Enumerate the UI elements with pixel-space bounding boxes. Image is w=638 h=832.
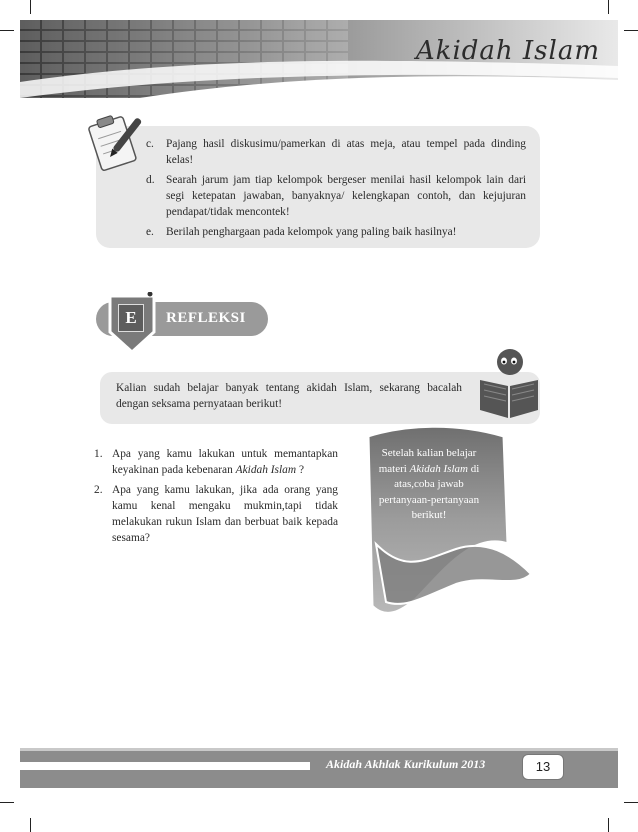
page-number: 13 <box>522 754 564 780</box>
banner-text-end: di atas,coba jawab pertanyaan-pertanyaan berikut! <box>378 462 480 521</box>
crop-mark <box>624 802 638 803</box>
question-item <box>94 446 338 478</box>
crop-mark <box>30 0 31 14</box>
banner-text-start: Setelah kalian belajar materi <box>378 447 477 475</box>
crop-mark <box>624 30 638 31</box>
section-title: REFLEKSI <box>166 310 246 326</box>
list-marker: d. <box>146 174 155 186</box>
question-text: Apa yang kamu lakukan untuk memantapkan keyakinan pada kebenaran <box>112 448 338 476</box>
list-item <box>146 172 526 220</box>
list-item-text: Berilah penghargaan pada kelompok yang paling baik hasilnya! <box>166 226 457 238</box>
question-text-end: ? <box>296 464 304 476</box>
question-text: Apa yang kamu lakukan, jika ada orang yang kamu kenal mengaku mukmin,tapi tidak melakukan rukun Islam dan berbuat baik kepada sesama? <box>112 484 338 544</box>
crop-mark <box>608 0 609 14</box>
banner-text <box>370 446 488 524</box>
reading-person-icon <box>474 344 544 422</box>
banner-italic-text: Akidah Islam <box>409 462 468 475</box>
crop-mark <box>608 818 609 832</box>
question-number: 1. <box>94 448 103 460</box>
question-list <box>94 446 338 550</box>
list-item-text: Pajang hasil diskusimu/pamerkan di atas meja, atau tempel pada dinding kelas! <box>166 138 526 166</box>
header-title: Akidah Islam <box>415 36 600 66</box>
list-marker: c. <box>146 138 154 150</box>
question-number: 2. <box>94 484 103 496</box>
list-item <box>146 224 526 240</box>
list-item <box>146 136 526 168</box>
footer-text: Akidah Akhlak Kurikulum 2013 <box>326 757 486 771</box>
crop-mark <box>0 30 14 31</box>
question-italic-text: Akidah Islam <box>235 464 297 476</box>
question-item <box>94 482 338 546</box>
section-letter: E <box>118 304 144 332</box>
list-marker: e. <box>146 226 154 238</box>
list-item-text: Searah jarum jam tiap kelompok bergeser menilai hasil kelompok lain dari segi ketepatan jawaban, banyaknya/ kelengkapan contoh, dan kejujuran pendapat/tidak mencontek! <box>166 174 526 218</box>
activity-list <box>146 136 526 244</box>
intro-text: Kalian sudah belajar banyak tentang akidah Islam, sekarang bacalah dengan seksama pernyataan berikut! <box>116 382 462 410</box>
clipboard-pen-icon <box>84 112 146 172</box>
crop-mark <box>30 818 31 832</box>
crop-mark <box>0 802 14 803</box>
